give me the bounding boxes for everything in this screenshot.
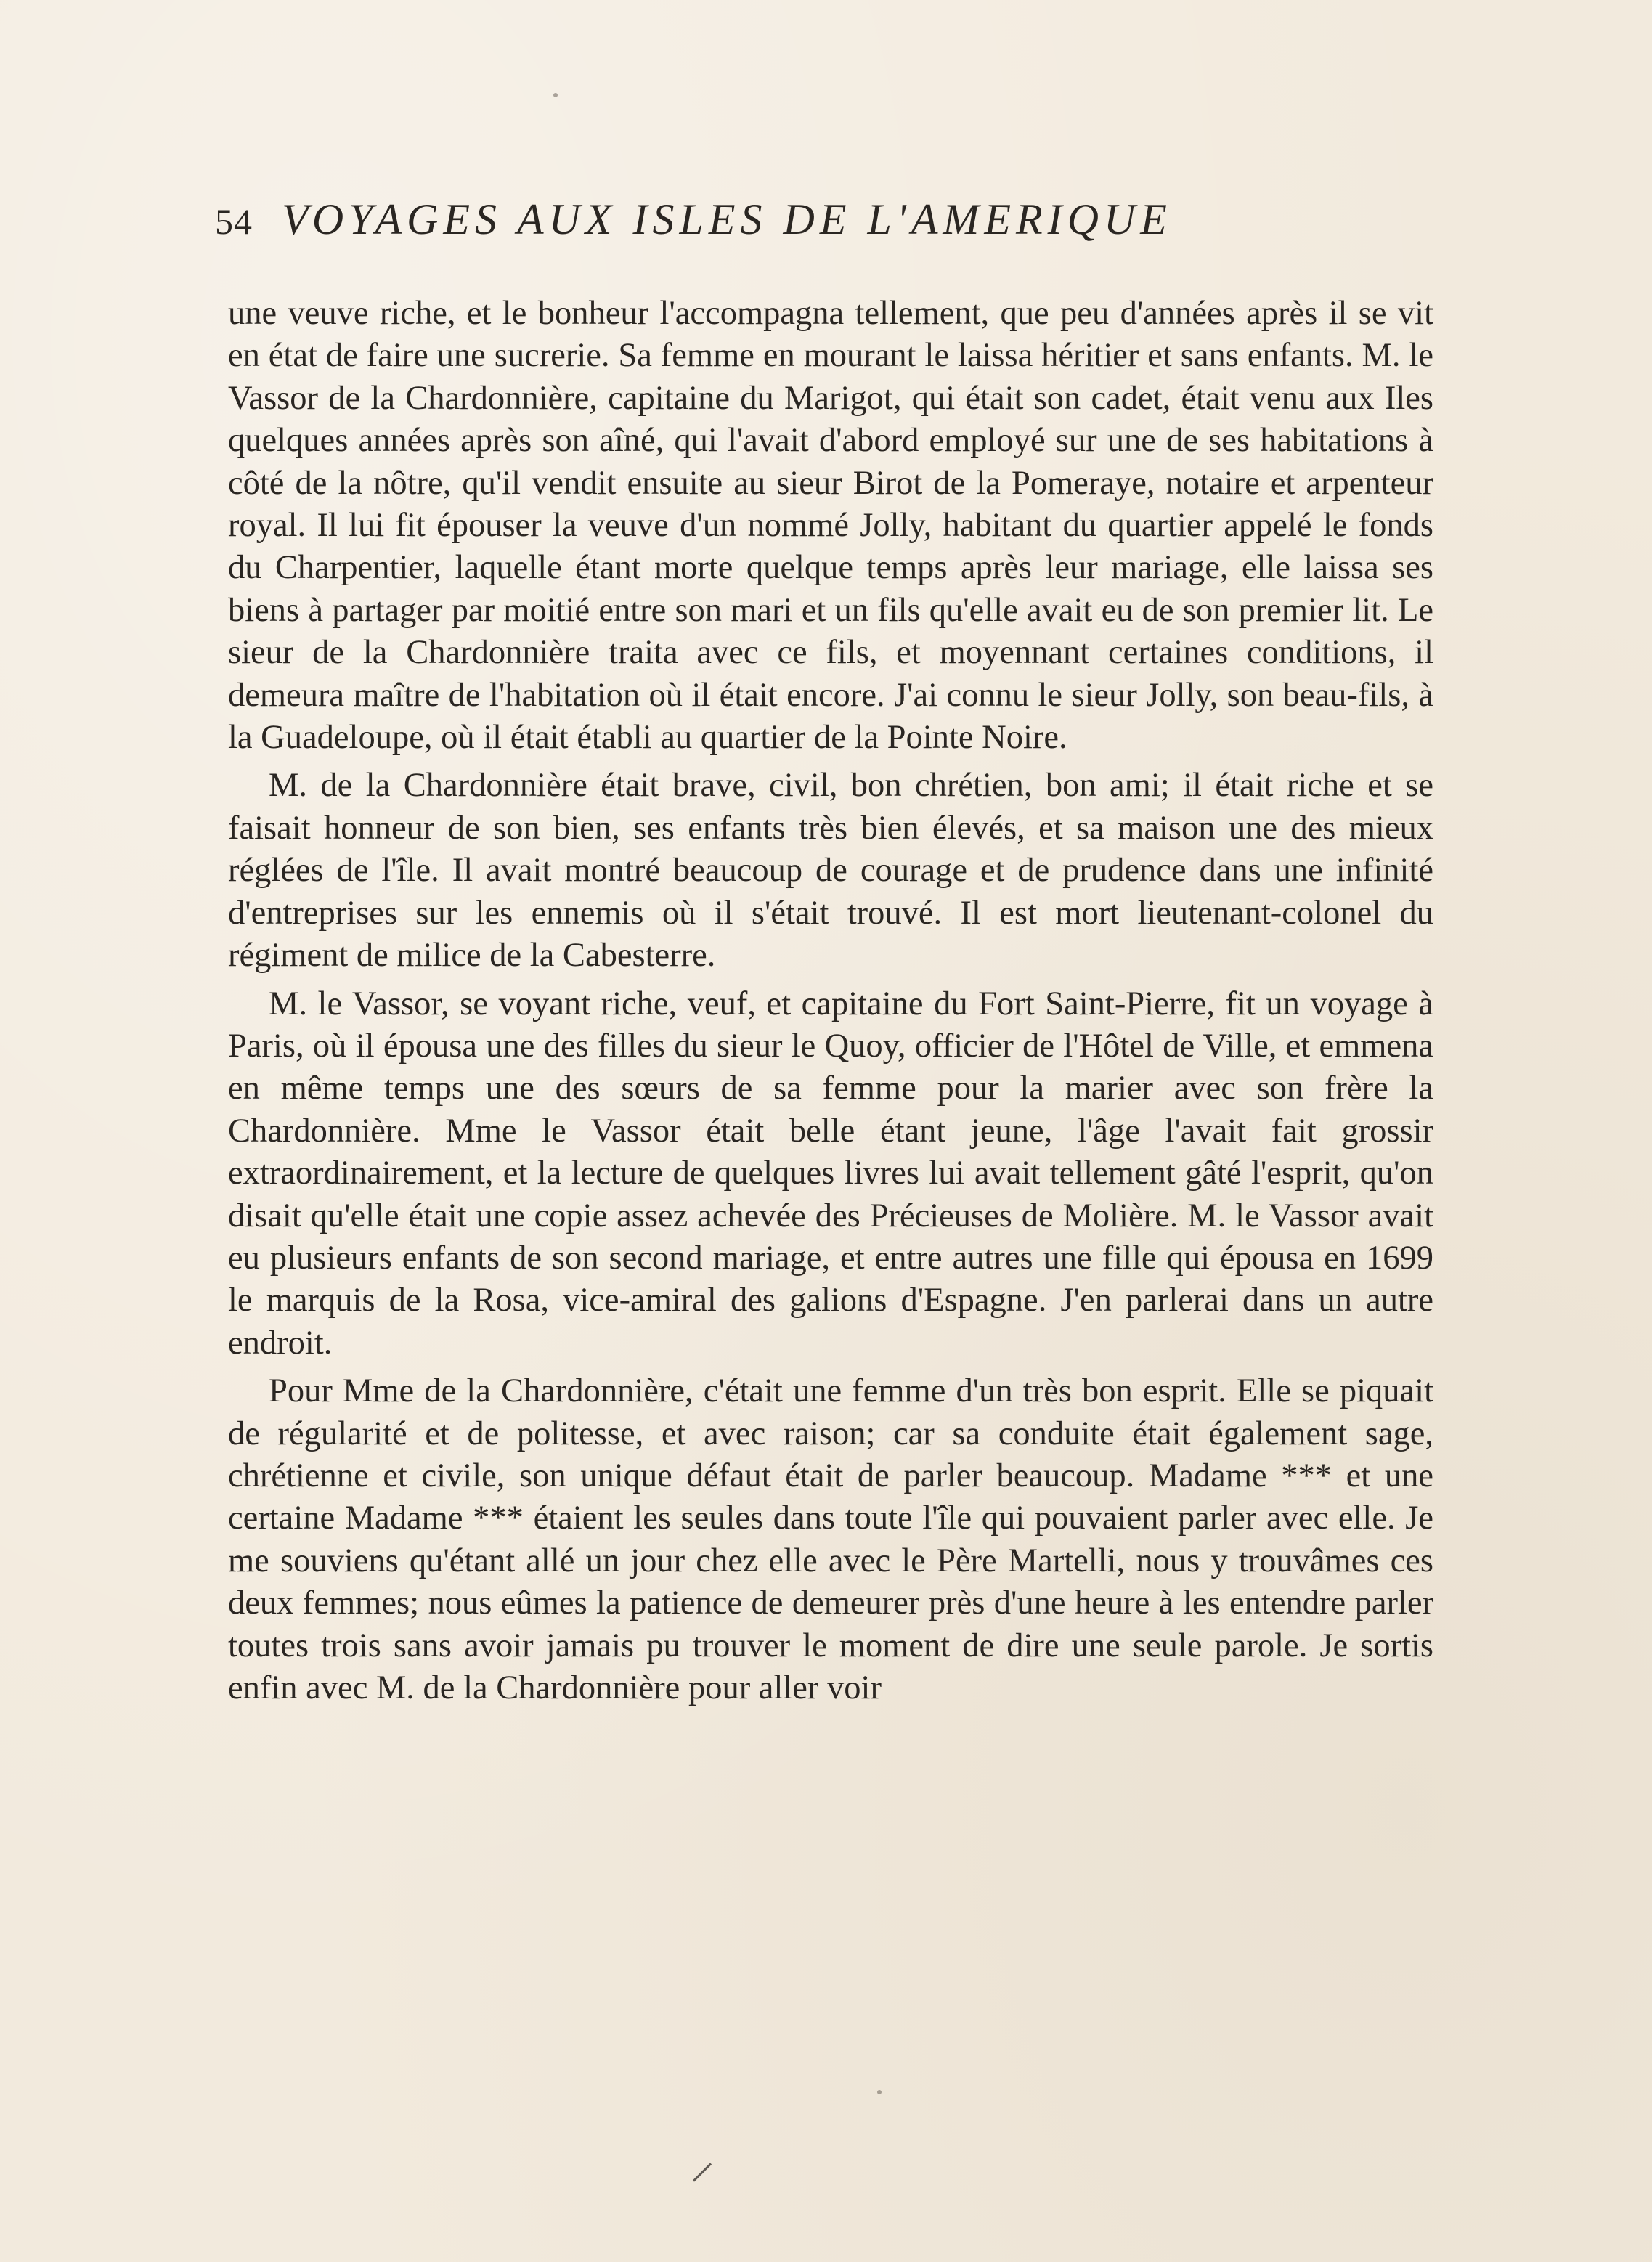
paragraph-1: une veuve riche, et le bonheur l'accompagna tellement, que peu d'années après il se vit en état de faire une sucrerie. Sa femme en mourant le laissa héritier et sans enfants. M. le Vassor de la Chardonnière, capitaine du Marigot, qui était son cadet, était venu aux Iles quelques années après son aîné, qui l'avait d'abord employé sur une de ses habitations à côté de la nôtre, qu'il vendit ensuite au sieur Birot de la Pomeraye, notaire et arpenteur royal. Il lui fit épouser la veuve d'un nommé Jolly, habitant du quartier appelé le fonds du Charpentier, laquelle étant morte quelque temps après leur mariage, elle laissa ses biens à partager par moitié entre son mari et un fils qu'elle avait eu de son premier lit. Le sieur de la Chardonnière traita avec ce fils, et moyennant certaines conditions, il demeura maître de l'habitation où il était encore. J'ai connu le sieur Jolly, son beau-fils, à la Guadeloupe, où il était établi au quartier de la Pointe Noire. [228,295,1433,757]
ink-mark [693,2163,712,2181]
paper-speck [877,2090,882,2094]
paragraph-2: M. de la Chardonnière était brave, civil, bon chrétien, bon ami; il était riche et se faisait honneur de son bien, ses enfants très bien élevés, et sa maison une des mieux réglées de l'île. Il avait montré beaucoup de courage et de prudence dans une infinité d'entreprises sur les ennemis où il s'était trouvé. Il est mort lieutenant-colonel du régiment de milice de la Cabesterre. [228,767,1433,975]
running-title: VOYAGES AUX ISLES DE L'AMERIQUE [282,195,1172,243]
paragraph-4: Pour Mme de la Chardonnière, c'était une femme d'un très bon esprit. Elle se piquait de régularité et de politesse, et avec raison; car sa conduite était également sage, chrétienne et civile, son unique défaut était de parler beaucoup. Madame *** et une certaine Madame *** étaient les seules dans toute l'île qui pouvaient parler avec elle. Je me souviens qu'étant allé un jour chez elle avec le Père Martelli, nous y trouvâmes ces deux femmes; nous eûmes la patience de demeurer près d'une heure à les entendre parler toutes trois sans avoir jamais pu trouver le moment de dire une seule parole. Je sortis enfin avec M. de la Chardonnière pour aller voir [228,1372,1433,1706]
body-text [228,293,1433,1709]
page-header [215,195,1435,253]
paper-speck [553,93,558,97]
paragraph-3: M. le Vassor, se voyant riche, veuf, et capitaine du Fort Saint-Pierre, fit un voyage à Paris, où il épousa une des filles du sieur le Quoy, officier de l'Hôtel de Ville, et emmena en même temps une des sœurs de sa femme pour la marier avec son frère la Chardonnière. Mme le Vassor était belle étant jeune, l'âge l'avait fait grossir extraordinairement, et la lecture de quelques livres lui avait tellement gâté l'esprit, qu'on disait qu'elle était une copie assez achevée des Précieuses de Molière. M. le Vassor avait eu plusieurs enfants de son second mariage, et entre autres une fille qui épousa en 1699 le marquis de la Rosa, vice-amiral des galions d'Espagne. J'en parlerai dans un autre endroit. [228,985,1433,1362]
page-number: 54 [215,201,253,242]
